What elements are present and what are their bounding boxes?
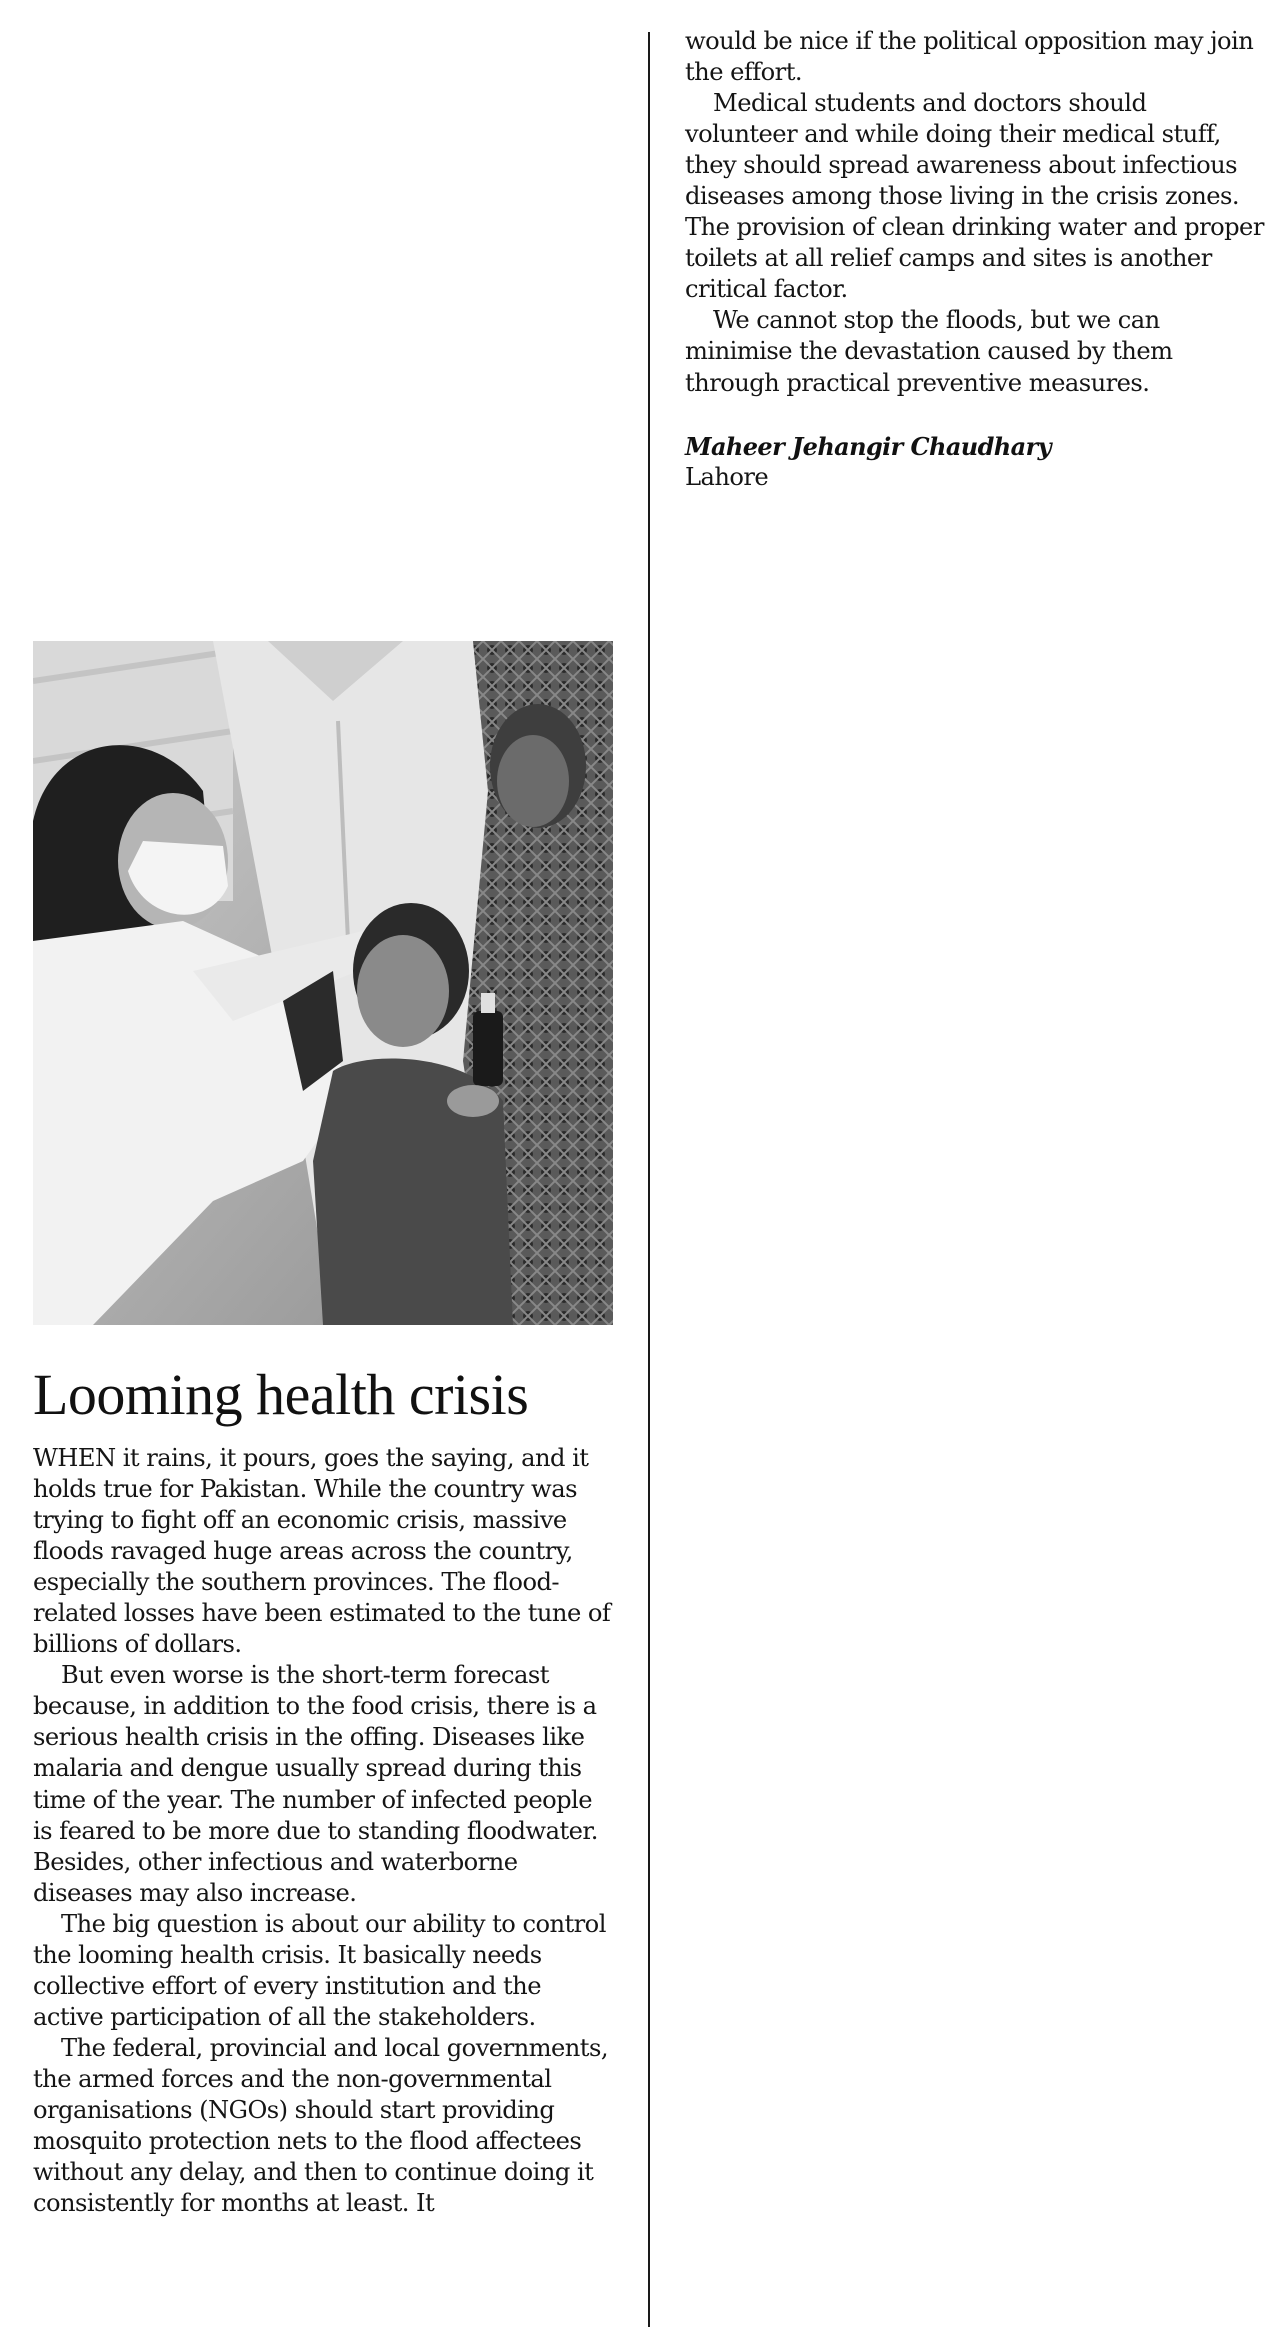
paragraph-4: The federal, provincial and local governments, the armed forces and the non-governmental organisations (NGOs) should start providing mosquito protection nets to the flood affectees without any delay, and then to continue doing it consistently for months at least. It (33, 2033, 608, 2218)
left-column (33, 641, 615, 2219)
right-column (685, 26, 1265, 493)
photo-illustration (33, 641, 613, 1325)
paragraph-4-continued: would be nice if the political opposition may join the effort. (685, 27, 1254, 87)
paragraph-2: But even worse is the short-term forecast because, in addition to the food crisis, there is a serious health crisis in the offing. Diseases like malaria and dengue usually spread during this time of the year. The number of infected people is feared to be more due to standing floodwater. Besides, other infectious and waterborne diseases may also increase. (33, 1661, 598, 1907)
column-divider (648, 32, 650, 2327)
paragraph-3: The big question is about our ability to control the looming health crisis. It basically needs collective effort of every institution and the active participation of all the stakeholders. (33, 1909, 606, 2031)
author-city: Lahore (685, 462, 769, 491)
paragraph-5: Medical students and doctors should volunteer and while doing their medical stuff, they should spread awareness about infectious diseases among those living in the crisis zones. The provision of clean drinking water and proper toilets at all relief camps and sites is another critical factor. (685, 89, 1264, 304)
article-body (33, 1443, 615, 2219)
headline: Looming health crisis (33, 1362, 529, 1427)
paragraph-1: WHEN it rains, it pours, goes the saying, and it holds true for Pakistan. While the country was trying to fight off an economic crisis, massive floods ravaged huge areas across the country, especially the southern provinces. The flood-related losses have been estimated to the tune of billions of dollars. (33, 1444, 611, 1659)
paragraph-6: We cannot stop the floods, but we can minimise the devastation caused by them through practical preventive measures. (685, 306, 1173, 397)
signature-block (685, 431, 1265, 493)
author-name: Maheer Jehangir Chaudhary (685, 431, 1052, 461)
article-photo (33, 641, 613, 1325)
